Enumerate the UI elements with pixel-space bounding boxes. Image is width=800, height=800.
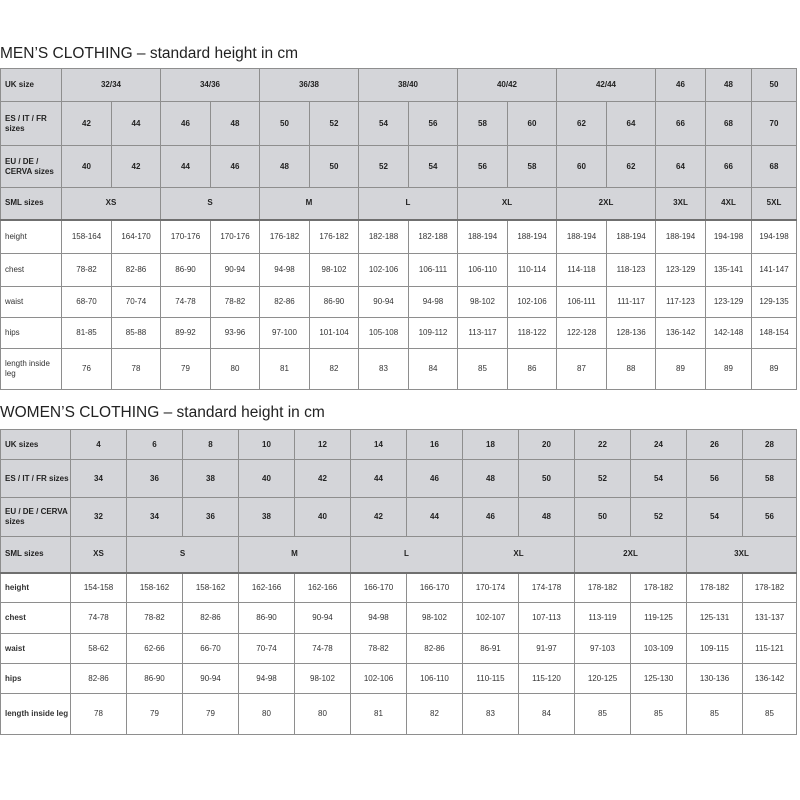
measurement-value: 123-129 (656, 254, 706, 287)
eu-size-cell: 36 (183, 498, 239, 537)
eu-size-cell: 58 (508, 146, 557, 188)
measurement-value: 162-166 (239, 573, 295, 603)
uk-size-cell: 50 (752, 69, 797, 102)
measurement-value: 78 (71, 694, 127, 735)
uk-size-cell: 28 (743, 430, 797, 460)
measurement-value: 83 (463, 694, 519, 735)
es-size-cell: 46 (407, 460, 463, 498)
table-row (1, 146, 797, 188)
eu-size-cell: 48 (519, 498, 575, 537)
uk-size-label: UK sizes (1, 430, 71, 460)
measurement-value: 142-148 (706, 318, 752, 349)
measurement-value: 78-82 (351, 634, 407, 664)
measurement-value: 141-147 (752, 254, 797, 287)
measurement-value: 89 (752, 349, 797, 390)
measurement-value: 74-78 (295, 634, 351, 664)
es-size-cell: 54 (631, 460, 687, 498)
measurement-value: 170-176 (161, 220, 211, 254)
es-size-cell: 50 (260, 102, 310, 146)
es-size-cell: 56 (687, 460, 743, 498)
es-size-cell: 54 (359, 102, 409, 146)
measurement-value: 97-100 (260, 318, 310, 349)
measurement-value: 123-129 (706, 287, 752, 318)
measurement-value: 188-194 (508, 220, 557, 254)
table-row (1, 287, 797, 318)
sml-size-cell: XL (463, 537, 575, 573)
measurement-value: 98-102 (407, 603, 463, 634)
eu-size-label: EU / DE / CERVA sizes (1, 146, 62, 188)
measurement-value: 128-136 (607, 318, 656, 349)
measurement-value: 166-170 (407, 573, 463, 603)
women-section-title: WOMEN’S CLOTHING – standard height in cm (0, 404, 325, 421)
es-size-cell: 52 (575, 460, 631, 498)
measurement-value: 79 (127, 694, 183, 735)
measurement-value: 111-117 (607, 287, 656, 318)
measurement-value: 106-110 (407, 664, 463, 694)
measurement-value: 78-82 (62, 254, 112, 287)
measurement-value: 89 (706, 349, 752, 390)
uk-size-cell: 20 (519, 430, 575, 460)
measurement-value: 85 (631, 694, 687, 735)
uk-size-cell: 22 (575, 430, 631, 460)
measurement-value: 86-90 (239, 603, 295, 634)
eu-size-cell: 52 (631, 498, 687, 537)
measurement-value: 80 (211, 349, 260, 390)
measurement-value: 106-110 (458, 254, 508, 287)
measurement-value: 119-125 (631, 603, 687, 634)
measurement-value: 122-128 (557, 318, 607, 349)
measurement-value: 125-131 (687, 603, 743, 634)
es-size-cell: 70 (752, 102, 797, 146)
table-row (1, 537, 797, 573)
eu-size-cell: 46 (463, 498, 519, 537)
measurement-value: 102-106 (359, 254, 409, 287)
uk-size-cell: 24 (631, 430, 687, 460)
es-size-label: ES / IT / FR sizes (1, 102, 62, 146)
measurement-value: 106-111 (409, 254, 458, 287)
measurement-value: 79 (161, 349, 211, 390)
table-row (1, 220, 797, 254)
measurement-value: 84 (409, 349, 458, 390)
sml-size-cell: M (239, 537, 351, 573)
measurement-value: 118-123 (607, 254, 656, 287)
measurement-value: 82-86 (260, 287, 310, 318)
measurement-value: 110-115 (463, 664, 519, 694)
es-size-cell: 40 (239, 460, 295, 498)
uk-size-cell: 38/40 (359, 69, 458, 102)
measurement-value: 105-108 (359, 318, 409, 349)
eu-size-cell: 44 (407, 498, 463, 537)
eu-size-cell: 34 (127, 498, 183, 537)
sml-size-cell: S (127, 537, 239, 573)
measurement-value: 136-142 (743, 664, 797, 694)
es-size-cell: 48 (211, 102, 260, 146)
measurement-value: 97-103 (575, 634, 631, 664)
es-size-cell: 44 (351, 460, 407, 498)
eu-size-cell: 32 (71, 498, 127, 537)
measurement-label: length inside leg (1, 694, 71, 735)
measurement-value: 94-98 (239, 664, 295, 694)
measurement-value: 91-97 (519, 634, 575, 664)
measurement-value: 85 (458, 349, 508, 390)
uk-size-cell: 40/42 (458, 69, 557, 102)
sml-size-cell: XS (62, 188, 161, 220)
table-row (1, 254, 797, 287)
uk-size-cell: 36/38 (260, 69, 359, 102)
measurement-value: 81-85 (62, 318, 112, 349)
table-row (1, 430, 797, 460)
table-row (1, 573, 797, 603)
es-size-cell: 56 (409, 102, 458, 146)
men-size-table (0, 68, 797, 390)
measurement-value: 174-178 (519, 573, 575, 603)
sml-size-cell: XL (458, 188, 557, 220)
measurement-label: height (1, 220, 62, 254)
measurement-value: 166-170 (351, 573, 407, 603)
es-size-cell: 58 (458, 102, 508, 146)
eu-size-cell: 60 (557, 146, 607, 188)
measurement-value: 148-154 (752, 318, 797, 349)
measurement-value: 78-82 (211, 287, 260, 318)
measurement-value: 194-198 (752, 220, 797, 254)
eu-size-cell: 48 (260, 146, 310, 188)
measurement-value: 82-86 (407, 634, 463, 664)
measurement-value: 178-182 (631, 573, 687, 603)
measurement-value: 131-137 (743, 603, 797, 634)
sml-size-cell: L (351, 537, 463, 573)
measurement-label: hips (1, 664, 71, 694)
sml-size-label: SML sizes (1, 188, 62, 220)
measurement-value: 90-94 (359, 287, 409, 318)
measurement-value: 164-170 (112, 220, 161, 254)
measurement-value: 103-109 (631, 634, 687, 664)
measurement-value: 74-78 (161, 287, 211, 318)
eu-size-cell: 54 (687, 498, 743, 537)
table-row (1, 102, 797, 146)
es-size-cell: 36 (127, 460, 183, 498)
measurement-value: 83 (359, 349, 409, 390)
eu-size-cell: 44 (161, 146, 211, 188)
measurement-value: 84 (519, 694, 575, 735)
eu-size-cell: 40 (62, 146, 112, 188)
es-size-cell: 64 (607, 102, 656, 146)
measurement-label: waist (1, 287, 62, 318)
measurement-value: 86-90 (127, 664, 183, 694)
sml-size-cell: 5XL (752, 188, 797, 220)
measurement-value: 94-98 (351, 603, 407, 634)
measurement-label: height (1, 573, 71, 603)
table-row (1, 318, 797, 349)
measurement-value: 188-194 (607, 220, 656, 254)
eu-size-cell: 62 (607, 146, 656, 188)
eu-size-cell: 54 (409, 146, 458, 188)
measurement-value: 102-106 (351, 664, 407, 694)
measurement-value: 76 (62, 349, 112, 390)
measurement-value: 162-166 (295, 573, 351, 603)
measurement-value: 107-113 (519, 603, 575, 634)
measurement-value: 79 (183, 694, 239, 735)
table-row (1, 69, 797, 102)
sml-size-cell: S (161, 188, 260, 220)
measurement-value: 80 (295, 694, 351, 735)
measurement-value: 66-70 (183, 634, 239, 664)
uk-size-cell: 12 (295, 430, 351, 460)
measurement-value: 114-118 (557, 254, 607, 287)
sml-size-cell: 4XL (706, 188, 752, 220)
uk-size-cell: 10 (239, 430, 295, 460)
uk-size-cell: 6 (127, 430, 183, 460)
measurement-value: 176-182 (260, 220, 310, 254)
measurement-label: hips (1, 318, 62, 349)
measurement-value: 170-174 (463, 573, 519, 603)
es-size-cell: 38 (183, 460, 239, 498)
measurement-value: 98-102 (310, 254, 359, 287)
es-size-label: ES / IT / FR sizes (1, 460, 71, 498)
measurement-value: 86 (508, 349, 557, 390)
measurement-value: 109-112 (409, 318, 458, 349)
es-size-cell: 60 (508, 102, 557, 146)
measurement-value: 90-94 (211, 254, 260, 287)
uk-size-cell: 4 (71, 430, 127, 460)
measurement-value: 70-74 (112, 287, 161, 318)
measurement-value: 86-90 (161, 254, 211, 287)
sml-size-cell: 3XL (687, 537, 797, 573)
uk-size-cell: 18 (463, 430, 519, 460)
es-size-cell: 68 (706, 102, 752, 146)
measurement-value: 120-125 (575, 664, 631, 694)
measurement-value: 89-92 (161, 318, 211, 349)
measurement-value: 188-194 (458, 220, 508, 254)
uk-size-cell: 34/36 (161, 69, 260, 102)
measurement-label: chest (1, 603, 71, 634)
measurement-value: 109-115 (687, 634, 743, 664)
measurement-value: 78 (112, 349, 161, 390)
sml-size-cell: L (359, 188, 458, 220)
measurement-value: 85 (743, 694, 797, 735)
eu-size-cell: 64 (656, 146, 706, 188)
measurement-value: 182-188 (359, 220, 409, 254)
es-size-cell: 50 (519, 460, 575, 498)
eu-size-cell: 56 (743, 498, 797, 537)
es-size-cell: 66 (656, 102, 706, 146)
measurement-value: 113-119 (575, 603, 631, 634)
women-size-table (0, 429, 797, 735)
eu-size-cell: 52 (359, 146, 409, 188)
measurement-value: 88 (607, 349, 656, 390)
eu-size-cell: 42 (112, 146, 161, 188)
measurement-value: 82 (310, 349, 359, 390)
measurement-value: 82 (407, 694, 463, 735)
measurement-value: 58-62 (71, 634, 127, 664)
eu-size-cell: 50 (575, 498, 631, 537)
measurement-value: 106-111 (557, 287, 607, 318)
uk-size-cell: 26 (687, 430, 743, 460)
measurement-value: 102-106 (508, 287, 557, 318)
uk-size-cell: 16 (407, 430, 463, 460)
measurement-value: 70-74 (239, 634, 295, 664)
eu-size-cell: 66 (706, 146, 752, 188)
measurement-value: 93-96 (211, 318, 260, 349)
measurement-value: 130-136 (687, 664, 743, 694)
measurement-value: 90-94 (183, 664, 239, 694)
measurement-value: 62-66 (127, 634, 183, 664)
table-row (1, 603, 797, 634)
measurement-value: 82-86 (112, 254, 161, 287)
measurement-value: 102-107 (463, 603, 519, 634)
measurement-value: 81 (351, 694, 407, 735)
table-row (1, 498, 797, 537)
measurement-value: 170-176 (211, 220, 260, 254)
sml-size-cell: 2XL (575, 537, 687, 573)
es-size-cell: 62 (557, 102, 607, 146)
measurement-value: 136-142 (656, 318, 706, 349)
measurement-value: 158-162 (183, 573, 239, 603)
measurement-value: 82-86 (71, 664, 127, 694)
measurement-value: 115-121 (743, 634, 797, 664)
measurement-value: 90-94 (295, 603, 351, 634)
measurement-value: 178-182 (743, 573, 797, 603)
sml-size-cell: XS (71, 537, 127, 573)
eu-size-cell: 42 (351, 498, 407, 537)
sml-size-cell: M (260, 188, 359, 220)
table-row (1, 664, 797, 694)
measurement-value: 78-82 (127, 603, 183, 634)
measurement-label: length inside leg (1, 349, 62, 390)
es-size-cell: 34 (71, 460, 127, 498)
es-size-cell: 52 (310, 102, 359, 146)
uk-size-label: UK size (1, 69, 62, 102)
eu-size-cell: 38 (239, 498, 295, 537)
measurement-value: 89 (656, 349, 706, 390)
sml-size-cell: 3XL (656, 188, 706, 220)
eu-size-cell: 68 (752, 146, 797, 188)
measurement-value: 80 (239, 694, 295, 735)
measurement-value: 110-114 (508, 254, 557, 287)
uk-size-cell: 46 (656, 69, 706, 102)
measurement-value: 135-141 (706, 254, 752, 287)
measurement-value: 74-78 (71, 603, 127, 634)
measurement-value: 87 (557, 349, 607, 390)
measurement-value: 68-70 (62, 287, 112, 318)
uk-size-cell: 14 (351, 430, 407, 460)
measurement-value: 94-98 (260, 254, 310, 287)
eu-size-label: EU / DE / CERVA sizes (1, 498, 71, 537)
measurement-value: 125-130 (631, 664, 687, 694)
eu-size-cell: 46 (211, 146, 260, 188)
men-section-title: MEN’S CLOTHING – standard height in cm (0, 45, 299, 62)
measurement-value: 85 (687, 694, 743, 735)
measurement-value: 194-198 (706, 220, 752, 254)
uk-size-cell: 32/34 (62, 69, 161, 102)
table-row (1, 634, 797, 664)
table-row (1, 188, 797, 220)
eu-size-cell: 56 (458, 146, 508, 188)
sml-size-cell: 2XL (557, 188, 656, 220)
measurement-value: 178-182 (687, 573, 743, 603)
measurement-value: 81 (260, 349, 310, 390)
measurement-value: 115-120 (519, 664, 575, 694)
measurement-value: 118-122 (508, 318, 557, 349)
measurement-value: 98-102 (295, 664, 351, 694)
table-row (1, 694, 797, 735)
eu-size-cell: 50 (310, 146, 359, 188)
es-size-cell: 42 (62, 102, 112, 146)
measurement-label: waist (1, 634, 71, 664)
uk-size-cell: 8 (183, 430, 239, 460)
measurement-label: chest (1, 254, 62, 287)
measurement-value: 176-182 (310, 220, 359, 254)
measurement-value: 154-158 (71, 573, 127, 603)
measurement-value: 158-164 (62, 220, 112, 254)
measurement-value: 188-194 (656, 220, 706, 254)
measurement-value: 178-182 (575, 573, 631, 603)
measurement-value: 101-104 (310, 318, 359, 349)
measurement-value: 98-102 (458, 287, 508, 318)
measurement-value: 117-123 (656, 287, 706, 318)
es-size-cell: 48 (463, 460, 519, 498)
table-row (1, 460, 797, 498)
measurement-value: 182-188 (409, 220, 458, 254)
measurement-value: 86-91 (463, 634, 519, 664)
measurement-value: 158-162 (127, 573, 183, 603)
measurement-value: 85 (575, 694, 631, 735)
measurement-value: 85-88 (112, 318, 161, 349)
es-size-cell: 44 (112, 102, 161, 146)
measurement-value: 94-98 (409, 287, 458, 318)
measurement-value: 188-194 (557, 220, 607, 254)
es-size-cell: 42 (295, 460, 351, 498)
es-size-cell: 58 (743, 460, 797, 498)
sml-size-label: SML sizes (1, 537, 71, 573)
measurement-value: 82-86 (183, 603, 239, 634)
uk-size-cell: 42/44 (557, 69, 656, 102)
eu-size-cell: 40 (295, 498, 351, 537)
measurement-value: 113-117 (458, 318, 508, 349)
measurement-value: 129-135 (752, 287, 797, 318)
table-row (1, 349, 797, 390)
es-size-cell: 46 (161, 102, 211, 146)
measurement-value: 86-90 (310, 287, 359, 318)
uk-size-cell: 48 (706, 69, 752, 102)
